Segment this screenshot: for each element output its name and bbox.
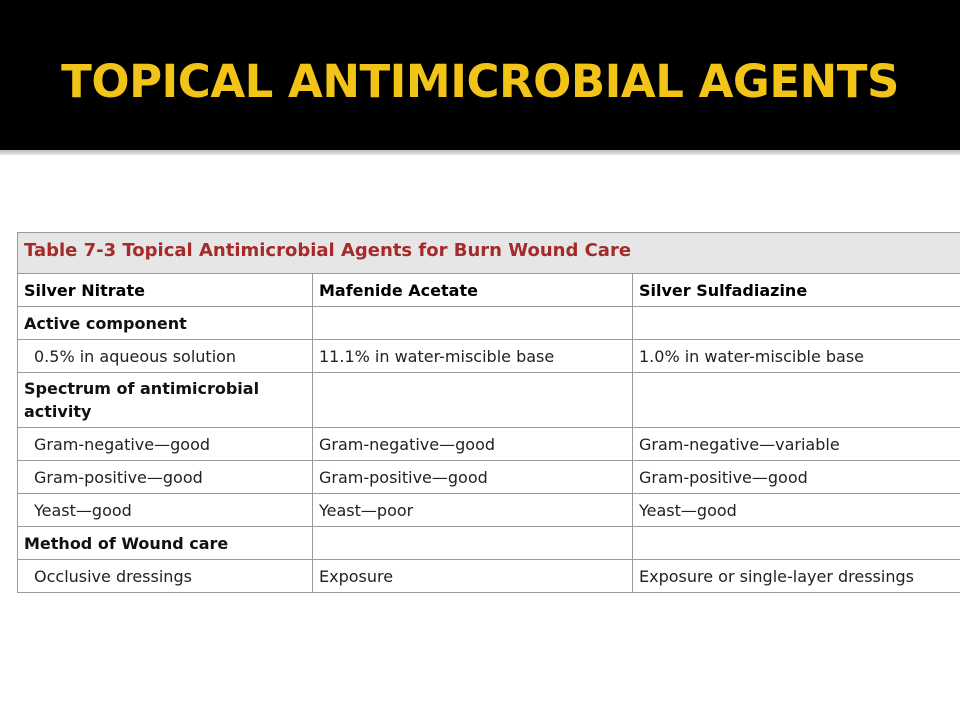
empty-cell [633,527,960,560]
table-cell: Gram-positive—good [18,461,313,494]
table-cell: Gram-positive—good [633,461,960,494]
empty-cell [313,373,633,428]
section-row-method [18,527,960,560]
empty-cell [633,373,960,428]
agents-table [17,232,960,593]
data-table [17,273,960,593]
header-row [18,274,960,307]
table-cell: 0.5% in aqueous solution [18,340,313,373]
section-label: Active component [18,307,313,340]
table-row [18,428,960,461]
empty-cell [633,307,960,340]
table-cell: Exposure [313,560,633,593]
table-row [18,461,960,494]
title-divider [0,150,960,155]
header-silver-sulfadiazine: Silver Sulfadiazine [633,274,960,307]
table-row [18,494,960,527]
table-cell: Yeast—poor [313,494,633,527]
table-cell: Gram-negative—good [18,428,313,461]
table-cell: Gram-negative—variable [633,428,960,461]
table-row [18,340,960,373]
section-row-active-component [18,307,960,340]
empty-cell [313,527,633,560]
table-cell: Exposure or single-layer dressings [633,560,960,593]
table-row [18,560,960,593]
empty-cell [313,307,633,340]
header-mafenide-acetate: Mafenide Acetate [313,274,633,307]
section-label: Method of Wound care [18,527,313,560]
slide-title: TOPICAL ANTIMICROBIAL AGENTS [61,55,899,108]
section-label: Spectrum of antimicrobial activity [18,373,313,428]
section-row-spectrum [18,373,960,428]
table-cell: Yeast—good [18,494,313,527]
table-caption: Table 7-3 Topical Antimicrobial Agents for Burn Wound Care [17,232,960,273]
table-cell: 11.1% in water-miscible base [313,340,633,373]
header-silver-nitrate: Silver Nitrate [18,274,313,307]
table-cell: Gram-positive—good [313,461,633,494]
table-cell: Occlusive dressings [18,560,313,593]
table-cell: Gram-negative—good [313,428,633,461]
table-cell: 1.0% in water-miscible base [633,340,960,373]
table-cell: Yeast—good [633,494,960,527]
